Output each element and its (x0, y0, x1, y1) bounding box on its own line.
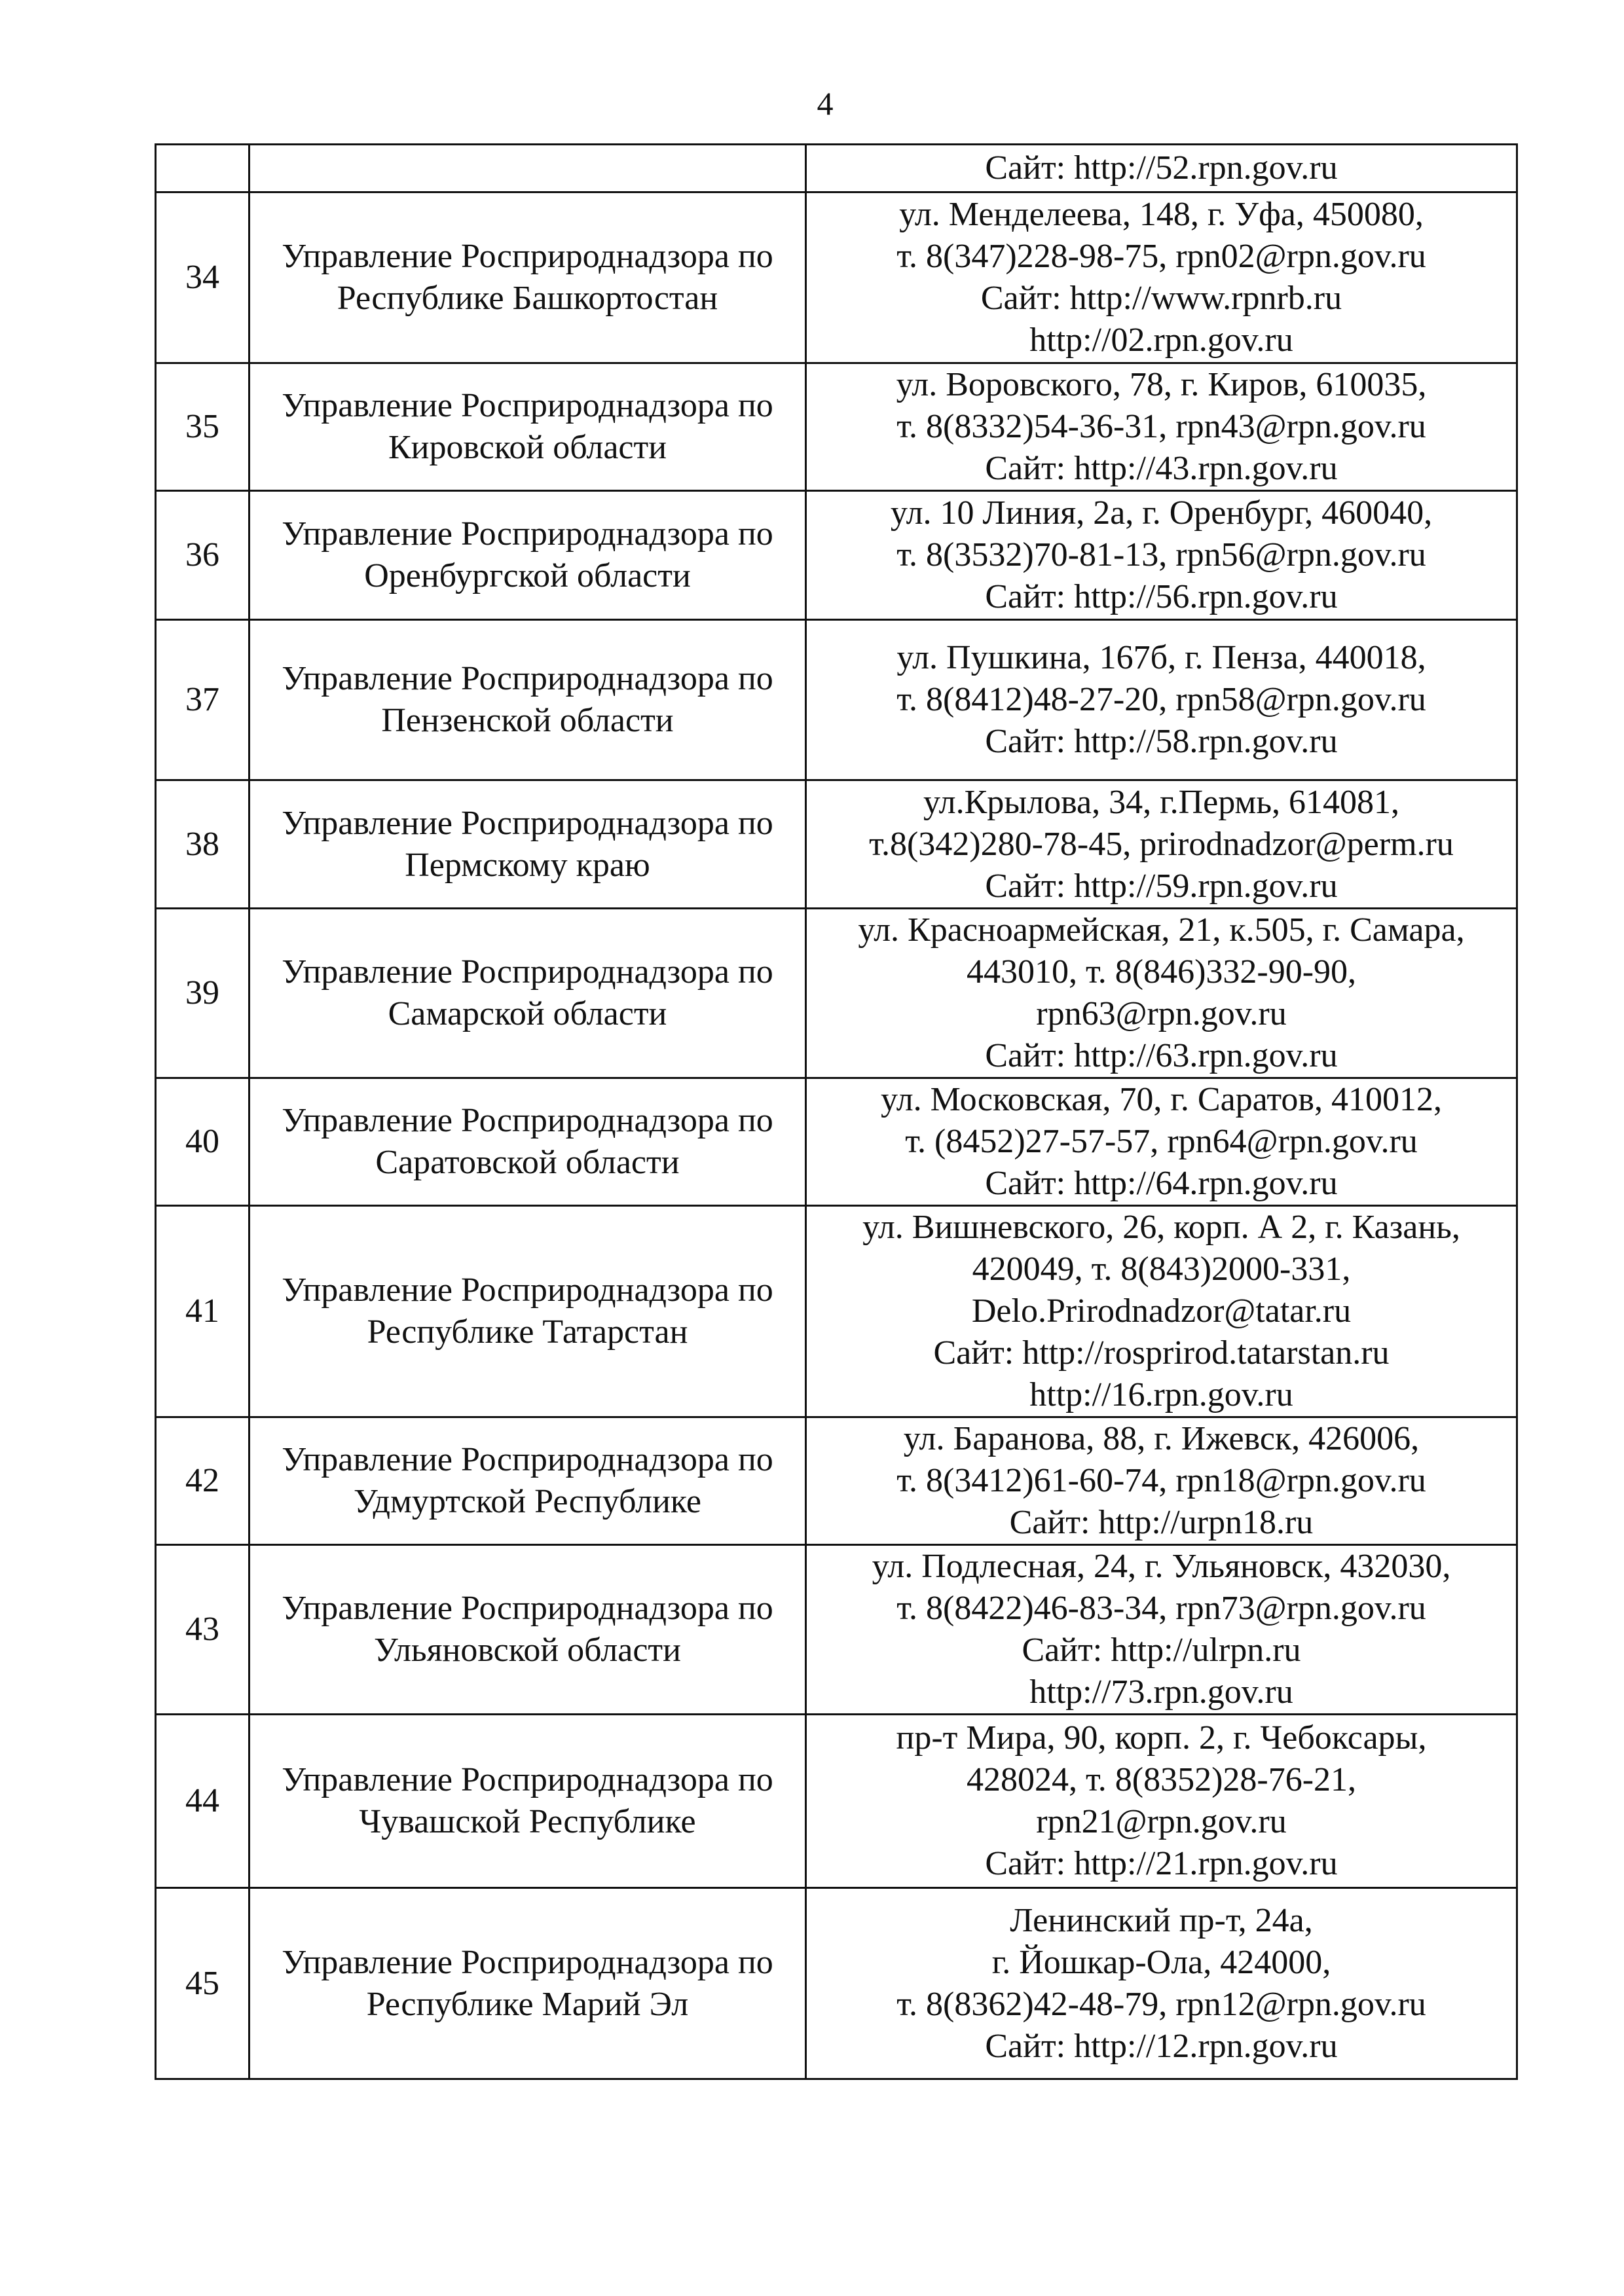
contact-line: 420049, т. 8(843)2000-331, (972, 1250, 1351, 1288)
organization-line: Управление Росприроднадзора по (282, 1271, 773, 1309)
organization-line: Пермскому краю (405, 846, 650, 884)
contact-line: Сайт: http://56.rpn.gov.ru (985, 578, 1338, 615)
row-number-cell: 39 (156, 909, 249, 1078)
contact-line: г. Йошкар-Ола, 424000, (991, 1943, 1331, 1981)
organization-line: Управление Росприроднадзора по (282, 515, 773, 553)
contact-line: 443010, т. 8(846)332-90-90, (966, 953, 1357, 991)
organization-line: Управление Росприроднадзора по (282, 1761, 773, 1798)
organization-line: Оренбургской области (364, 557, 691, 594)
organization-line: Управление Росприроднадзора по (282, 953, 773, 991)
row-number-cell: 35 (156, 363, 249, 491)
organization-line: Управление Росприроднадзора по (282, 1943, 773, 1981)
table-row (156, 192, 1517, 363)
contact-line: Сайт: http://63.rpn.gov.ru (985, 1037, 1338, 1074)
row-number-cell: 34 (156, 192, 249, 363)
contact-line: Сайт: http://58.rpn.gov.ru (985, 723, 1338, 760)
contact-line: rpn21@rpn.gov.ru (1036, 1803, 1287, 1840)
contact-line: ул. Вишневского, 26, корп. А 2, г. Казань, (862, 1209, 1460, 1246)
contacts-cell (806, 1715, 1517, 1888)
contacts-cell (806, 909, 1517, 1078)
organization-cell (249, 1206, 806, 1417)
organization-line: Республике Башкортостан (337, 280, 718, 317)
contacts-cell (806, 1417, 1517, 1545)
table-row (156, 909, 1517, 1078)
organization-cell (249, 1545, 806, 1715)
row-number-cell: 44 (156, 1715, 249, 1888)
table-row (156, 1545, 1517, 1715)
contact-line: ул. Пушкина, 167б, г. Пенза, 440018, (896, 639, 1426, 676)
contact-line: Сайт: http://ulrpn.ru (1022, 1631, 1301, 1669)
contact-line: ул. Московская, 70, г. Саратов, 410012, (881, 1081, 1442, 1118)
contact-line: Сайт: http://43.rpn.gov.ru (985, 450, 1338, 487)
row-number-cell: 37 (156, 620, 249, 780)
contact-line: т. 8(8422)46-83-34, rpn73@rpn.gov.ru (896, 1590, 1426, 1627)
row-number-cell: 41 (156, 1206, 249, 1417)
organization-line: Управление Росприроднадзора по (282, 804, 773, 842)
contact-line: Сайт: http://rosprirod.tatarstan.ru (933, 1334, 1390, 1372)
contact-line: ул. Красноармейская, 21, к.505, г. Самара, (858, 911, 1465, 949)
row-number-cell: 36 (156, 491, 249, 620)
contact-line: ул. Баранова, 88, г. Ижевск, 426006, (903, 1420, 1420, 1457)
organization-cell (249, 780, 806, 909)
contact-line: т. 8(8362)42-48-79, rpn12@rpn.gov.ru (896, 1985, 1426, 2023)
contact-line: т.8(342)280-78-45, prirodnadzor@perm.ru (869, 825, 1454, 863)
contact-line: Сайт: http://urpn18.ru (1009, 1504, 1314, 1541)
contact-line: Сайт: http://12.rpn.gov.ru (985, 2027, 1338, 2065)
organization-line: Самарской области (388, 995, 667, 1032)
contact-line: т. (8452)27-57-57, rpn64@rpn.gov.ru (905, 1123, 1418, 1160)
contact-line: ул. Менделеева, 148, г. Уфа, 450080, (899, 196, 1424, 233)
organization-line: Управление Росприроднадзора по (282, 1102, 773, 1139)
organization-line: Управление Росприроднадзора по (282, 660, 773, 697)
contact-line: Сайт: http://59.rpn.gov.ru (985, 867, 1338, 905)
contact-line: http://16.rpn.gov.ru (1029, 1376, 1293, 1413)
contact-line: ул. 10 Линия, 2а, г. Оренбург, 460040, (890, 494, 1433, 532)
row-number-cell: 38 (156, 780, 249, 909)
contacts-cell (806, 145, 1517, 192)
organization-cell (249, 1888, 806, 2079)
organization-cell (249, 145, 806, 192)
table-row (156, 491, 1517, 620)
organization-line: Республике Марий Эл (366, 1985, 689, 2023)
contacts-cell (806, 780, 1517, 909)
contacts-cell (806, 491, 1517, 620)
organization-line: Управление Росприроднадзора по (282, 1590, 773, 1627)
contacts-cell (806, 1888, 1517, 2079)
contact-line: Сайт: http://64.rpn.gov.ru (985, 1165, 1338, 1202)
contact-line: http://02.rpn.gov.ru (1029, 321, 1293, 359)
organization-cell (249, 1715, 806, 1888)
organization-cell (249, 620, 806, 780)
row-number-cell: 43 (156, 1545, 249, 1715)
table-row (156, 1206, 1517, 1417)
organization-line: Ульяновской области (374, 1631, 681, 1669)
row-number-cell (156, 145, 249, 192)
organization-line: Пензенской области (381, 702, 674, 739)
organization-line: Управление Росприроднадзора по (282, 387, 773, 424)
continuation-row (156, 145, 1517, 192)
table-row (156, 620, 1517, 780)
contact-line: т. 8(8332)54-36-31, rpn43@rpn.gov.ru (896, 408, 1426, 445)
organization-line: Саратовской области (375, 1144, 680, 1181)
contact-line: ул. Подлесная, 24, г. Ульяновск, 432030, (872, 1548, 1451, 1585)
contact-line: Ленинский пр-т, 24а, (1010, 1901, 1313, 1939)
contact-line: Сайт: http://52.rpn.gov.ru (985, 149, 1338, 187)
contact-line: Сайт: http://21.rpn.gov.ru (985, 1845, 1338, 1882)
organization-line: Республике Татарстан (367, 1313, 688, 1351)
contact-line: т. 8(347)228-98-75, rpn02@rpn.gov.ru (896, 238, 1426, 275)
table-row (156, 780, 1517, 909)
table-row (156, 363, 1517, 491)
contact-line: http://73.rpn.gov.ru (1029, 1673, 1293, 1711)
contact-line: Сайт: http://www.rpnrb.ru (980, 280, 1342, 317)
contacts-cell (806, 363, 1517, 491)
table-body (156, 145, 1517, 2079)
organization-line: Управление Росприроднадзора по (282, 1441, 773, 1478)
organization-line: Удмуртской Республике (354, 1483, 701, 1520)
table-row (156, 1417, 1517, 1545)
organization-cell (249, 1417, 806, 1545)
organization-line: Кировской области (388, 429, 667, 466)
organization-cell (249, 1078, 806, 1206)
contact-line: ул. Воровского, 78, г. Киров, 610035, (896, 366, 1427, 403)
organization-cell (249, 491, 806, 620)
organization-cell (249, 909, 806, 1078)
territorial-offices-table (155, 143, 1518, 2080)
contact-line: т. 8(8412)48-27-20, rpn58@rpn.gov.ru (896, 681, 1426, 718)
contacts-cell (806, 1545, 1517, 1715)
contact-line: ул.Крылова, 34, г.Пермь, 614081, (923, 783, 1400, 821)
organization-line: Управление Росприроднадзора по (282, 238, 773, 275)
row-number-cell: 42 (156, 1417, 249, 1545)
contact-line: т. 8(3532)70-81-13, rpn56@rpn.gov.ru (896, 536, 1426, 574)
table-row (156, 1888, 1517, 2079)
row-number-cell: 40 (156, 1078, 249, 1206)
organization-line: Чувашской Республике (359, 1803, 696, 1840)
contacts-cell (806, 192, 1517, 363)
table-row (156, 1715, 1517, 1888)
contact-line: Delo.Prirodnadzor@tatar.ru (971, 1292, 1352, 1330)
contacts-cell (806, 1206, 1517, 1417)
contact-line: rpn63@rpn.gov.ru (1036, 995, 1287, 1032)
contacts-cell (806, 1078, 1517, 1206)
contact-line: т. 8(3412)61-60-74, rpn18@rpn.gov.ru (896, 1462, 1426, 1499)
row-number-cell: 45 (156, 1888, 249, 2079)
page-number: 4 (817, 85, 834, 122)
organization-cell (249, 363, 806, 491)
contacts-cell (806, 620, 1517, 780)
table-row (156, 1078, 1517, 1206)
contact-line: пр-т Мира, 90, корп. 2, г. Чебоксары, (896, 1719, 1427, 1757)
contact-line: 428024, т. 8(8352)28-76-21, (966, 1761, 1357, 1798)
organization-cell (249, 192, 806, 363)
